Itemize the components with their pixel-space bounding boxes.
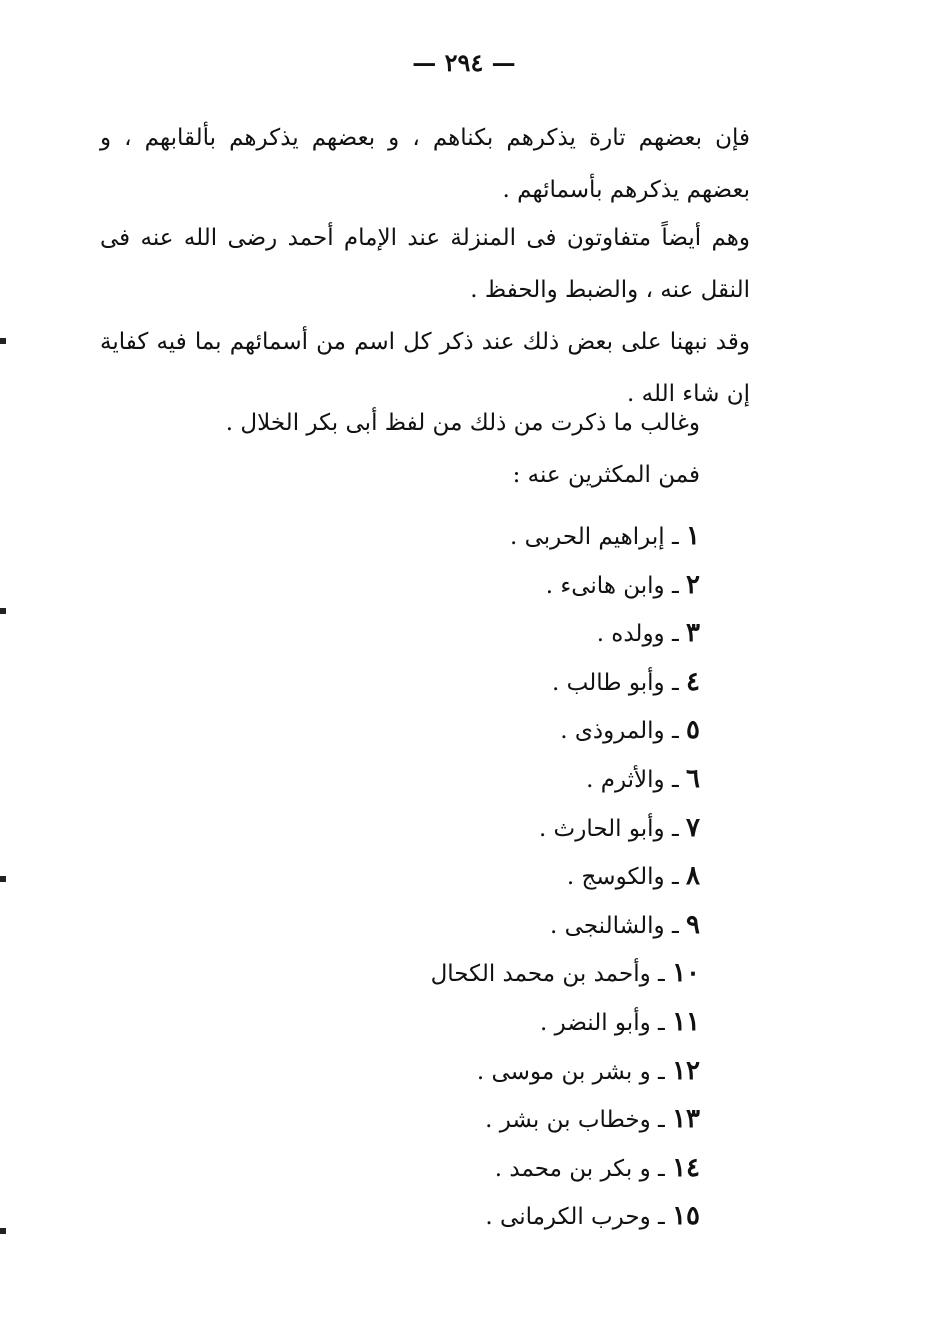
item-number: ٢ [686,569,700,600]
item-text: ـ وأبو الحارث . [538,815,679,842]
item-text: ـ وحرب الكرمانى . [485,1204,665,1231]
list-item [431,852,700,901]
item-text: ـ وأبو طالب . [552,669,679,696]
text-line: وغالب ما ذكرت من ذلك من لفظ أبى بكر الخلال . [225,410,700,436]
page-number: — ٢٩٤ — [412,48,516,77]
list-item [431,706,700,755]
item-number: ٤ [686,666,700,697]
item-number: ٨ [686,861,700,892]
item-number: ٥ [686,715,700,746]
list-item [431,1144,700,1193]
item-text: ـ والأثرم . [586,766,679,793]
item-number: ٣ [686,618,700,649]
list-item [431,658,700,707]
scan-edge-mark [0,1228,6,1234]
item-number: ١٠ [672,958,700,989]
item-text: ـ والشالنجى . [550,912,679,939]
list-item [431,1192,700,1241]
item-text: ـ والكوسج . [566,864,679,891]
item-number: ١٤ [672,1152,700,1183]
item-number: ١ [686,521,700,551]
list-item [431,804,700,853]
narrators-list [431,512,700,1241]
item-number: ٧ [686,812,700,843]
item-number: ٩ [686,909,700,940]
item-number: ١٢ [672,1055,700,1086]
item-number: ١٣ [672,1104,700,1135]
item-number: ١١ [672,1006,700,1037]
list-item [431,512,700,561]
item-text: ـ وخطاب بن بشر . [485,1107,665,1134]
paragraph: فإن بعضهم تارة يذكرهم بكناهم ، و بعضهم يذكرهم بألقابهم ، و بعضهم يذكرهم بأسمائهم . [100,125,750,203]
list-item [431,1095,700,1144]
item-text: ـ وولده . [596,621,679,648]
list-item [431,609,700,658]
item-text: ـ والمروذى . [560,718,679,745]
item-number: ٦ [686,763,700,794]
list-item [431,561,700,610]
item-text: ـ و بكر بن محمد . [494,1155,665,1182]
scan-edge-mark [0,876,6,882]
item-text: ـ إبراهيم الحربى . [509,524,679,550]
item-text: ـ وأحمد بن محمد الكحال [430,961,665,988]
item-text: ـ وابن هانىء . [545,572,679,599]
scan-edge-mark [0,338,6,344]
list-item [431,901,700,950]
item-text: ـ وأبو النضر . [540,1009,665,1036]
item-number: ١٥ [672,1201,700,1232]
list-item [431,949,700,998]
list-heading: فمن المكثرين عنه : [512,462,700,488]
list-item [431,1047,700,1096]
list-item [431,755,700,804]
paragraph: وهم أيضاً متفاوتون فى المنزلة عند الإمام أحمد رضى الله عنه فى النقل عنه ، والضبط والحفظ . [100,225,750,303]
list-item [431,998,700,1047]
paragraph: وقد نبهنا على بعض ذلك عند ذكر كل اسم من أسمائهم بما فيه كفاية إن شاء الله . [100,329,750,407]
scan-edge-mark [0,608,6,614]
item-text: ـ و بشر بن موسى . [476,1058,665,1085]
